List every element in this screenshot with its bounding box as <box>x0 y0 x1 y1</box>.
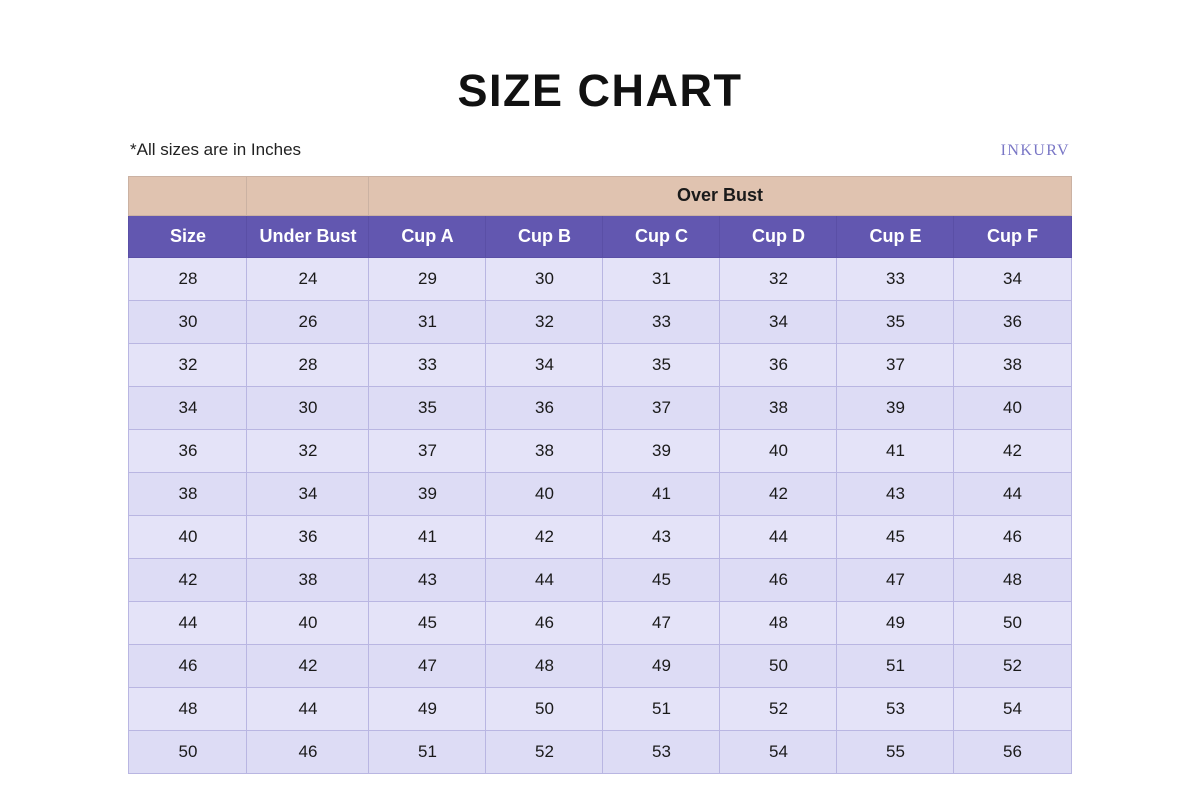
cell-cup-d: 40 <box>720 429 837 472</box>
cell-cup-c: 53 <box>603 730 720 773</box>
table-row <box>129 386 1071 429</box>
cell-cup-f: 56 <box>954 730 1071 773</box>
cell-cup-e: 37 <box>837 343 954 386</box>
column-header-cup-a: Cup A <box>369 215 486 257</box>
cell-cup-d: 44 <box>720 515 837 558</box>
cell-size: 48 <box>129 687 247 730</box>
cell-under-bust: 36 <box>247 515 369 558</box>
cell-cup-a: 47 <box>369 644 486 687</box>
cell-cup-b: 46 <box>486 601 603 644</box>
cell-cup-f: 40 <box>954 386 1071 429</box>
cell-under-bust: 32 <box>247 429 369 472</box>
size-chart-table <box>128 176 1071 774</box>
cell-cup-b: 36 <box>486 386 603 429</box>
cell-cup-a: 31 <box>369 300 486 343</box>
table-row <box>129 257 1071 300</box>
table-body <box>129 257 1071 773</box>
cell-cup-c: 39 <box>603 429 720 472</box>
cell-cup-b: 38 <box>486 429 603 472</box>
cell-cup-b: 34 <box>486 343 603 386</box>
cell-size: 42 <box>129 558 247 601</box>
cell-cup-f: 38 <box>954 343 1071 386</box>
column-header-cup-d: Cup D <box>720 215 837 257</box>
cell-size: 32 <box>129 343 247 386</box>
cell-cup-e: 45 <box>837 515 954 558</box>
cell-cup-e: 39 <box>837 386 954 429</box>
cell-cup-e: 33 <box>837 257 954 300</box>
cell-cup-c: 35 <box>603 343 720 386</box>
cell-cup-d: 32 <box>720 257 837 300</box>
column-header-cup-b: Cup B <box>486 215 603 257</box>
cell-cup-b: 52 <box>486 730 603 773</box>
cell-cup-b: 44 <box>486 558 603 601</box>
cell-cup-f: 42 <box>954 429 1071 472</box>
cell-cup-c: 37 <box>603 386 720 429</box>
cell-cup-f: 48 <box>954 558 1071 601</box>
cell-size: 46 <box>129 644 247 687</box>
cell-cup-d: 36 <box>720 343 837 386</box>
column-header-size: Size <box>129 215 247 257</box>
cell-cup-b: 30 <box>486 257 603 300</box>
cell-cup-a: 33 <box>369 343 486 386</box>
cell-size: 44 <box>129 601 247 644</box>
cell-cup-f: 50 <box>954 601 1071 644</box>
cell-under-bust: 46 <box>247 730 369 773</box>
cell-under-bust: 26 <box>247 300 369 343</box>
table-row <box>129 300 1071 343</box>
column-header-row <box>129 215 1071 257</box>
cell-cup-a: 29 <box>369 257 486 300</box>
cell-size: 50 <box>129 730 247 773</box>
cell-cup-d: 52 <box>720 687 837 730</box>
cell-cup-a: 37 <box>369 429 486 472</box>
group-header-blank-2 <box>247 176 369 215</box>
cell-cup-f: 52 <box>954 644 1071 687</box>
cell-cup-c: 33 <box>603 300 720 343</box>
table-head <box>129 176 1071 257</box>
cell-cup-b: 32 <box>486 300 603 343</box>
cell-cup-d: 54 <box>720 730 837 773</box>
cell-cup-f: 44 <box>954 472 1071 515</box>
cell-cup-d: 38 <box>720 386 837 429</box>
cell-cup-a: 51 <box>369 730 486 773</box>
cell-size: 34 <box>129 386 247 429</box>
cell-cup-a: 43 <box>369 558 486 601</box>
cell-cup-c: 43 <box>603 515 720 558</box>
cell-cup-c: 47 <box>603 601 720 644</box>
table-row <box>129 730 1071 773</box>
cell-size: 40 <box>129 515 247 558</box>
column-header-cup-f: Cup F <box>954 215 1071 257</box>
cell-cup-e: 43 <box>837 472 954 515</box>
table-row <box>129 472 1071 515</box>
cell-cup-d: 48 <box>720 601 837 644</box>
cell-size: 28 <box>129 257 247 300</box>
units-note: *All sizes are in Inches <box>130 139 302 159</box>
table-row <box>129 343 1071 386</box>
cell-cup-e: 53 <box>837 687 954 730</box>
cell-size: 30 <box>129 300 247 343</box>
cell-cup-b: 42 <box>486 515 603 558</box>
cell-cup-f: 36 <box>954 300 1071 343</box>
cell-cup-a: 49 <box>369 687 486 730</box>
cell-cup-a: 45 <box>369 601 486 644</box>
cell-cup-d: 34 <box>720 300 837 343</box>
cell-cup-c: 41 <box>603 472 720 515</box>
column-header-under-bust: Under Bust <box>247 215 369 257</box>
cell-cup-f: 46 <box>954 515 1071 558</box>
cell-cup-e: 41 <box>837 429 954 472</box>
table-row <box>129 687 1071 730</box>
group-header-row <box>129 176 1071 215</box>
cell-under-bust: 40 <box>247 601 369 644</box>
brand-logo: INKURV <box>1000 141 1070 159</box>
cell-cup-c: 45 <box>603 558 720 601</box>
cell-cup-a: 41 <box>369 515 486 558</box>
cell-cup-a: 39 <box>369 472 486 515</box>
cell-cup-e: 47 <box>837 558 954 601</box>
group-header-blank-1 <box>129 176 247 215</box>
cell-size: 38 <box>129 472 247 515</box>
cell-cup-f: 34 <box>954 257 1071 300</box>
cell-under-bust: 34 <box>247 472 369 515</box>
cell-under-bust: 38 <box>247 558 369 601</box>
cell-cup-e: 49 <box>837 601 954 644</box>
cell-cup-e: 55 <box>837 730 954 773</box>
cell-cup-a: 35 <box>369 386 486 429</box>
cell-cup-f: 54 <box>954 687 1071 730</box>
cell-size: 36 <box>129 429 247 472</box>
column-header-cup-e: Cup E <box>837 215 954 257</box>
group-header-over-bust: Over Bust <box>369 176 1071 215</box>
table-row <box>129 601 1071 644</box>
cell-cup-c: 49 <box>603 644 720 687</box>
table-row <box>129 429 1071 472</box>
cell-cup-b: 48 <box>486 644 603 687</box>
cell-under-bust: 42 <box>247 644 369 687</box>
cell-cup-b: 40 <box>486 472 603 515</box>
cell-cup-d: 46 <box>720 558 837 601</box>
cell-under-bust: 44 <box>247 687 369 730</box>
cell-cup-c: 31 <box>603 257 720 300</box>
cell-under-bust: 24 <box>247 257 369 300</box>
cell-cup-c: 51 <box>603 687 720 730</box>
table-row <box>129 515 1071 558</box>
chart-subheader <box>130 140 1070 166</box>
table-row <box>129 558 1071 601</box>
cell-cup-d: 50 <box>720 644 837 687</box>
cell-cup-e: 51 <box>837 644 954 687</box>
cell-under-bust: 30 <box>247 386 369 429</box>
cell-cup-e: 35 <box>837 300 954 343</box>
cell-cup-b: 50 <box>486 687 603 730</box>
cell-cup-d: 42 <box>720 472 837 515</box>
cell-under-bust: 28 <box>247 343 369 386</box>
column-header-cup-c: Cup C <box>603 215 720 257</box>
page-title: SIZE CHART <box>457 65 743 116</box>
table-row <box>129 644 1071 687</box>
